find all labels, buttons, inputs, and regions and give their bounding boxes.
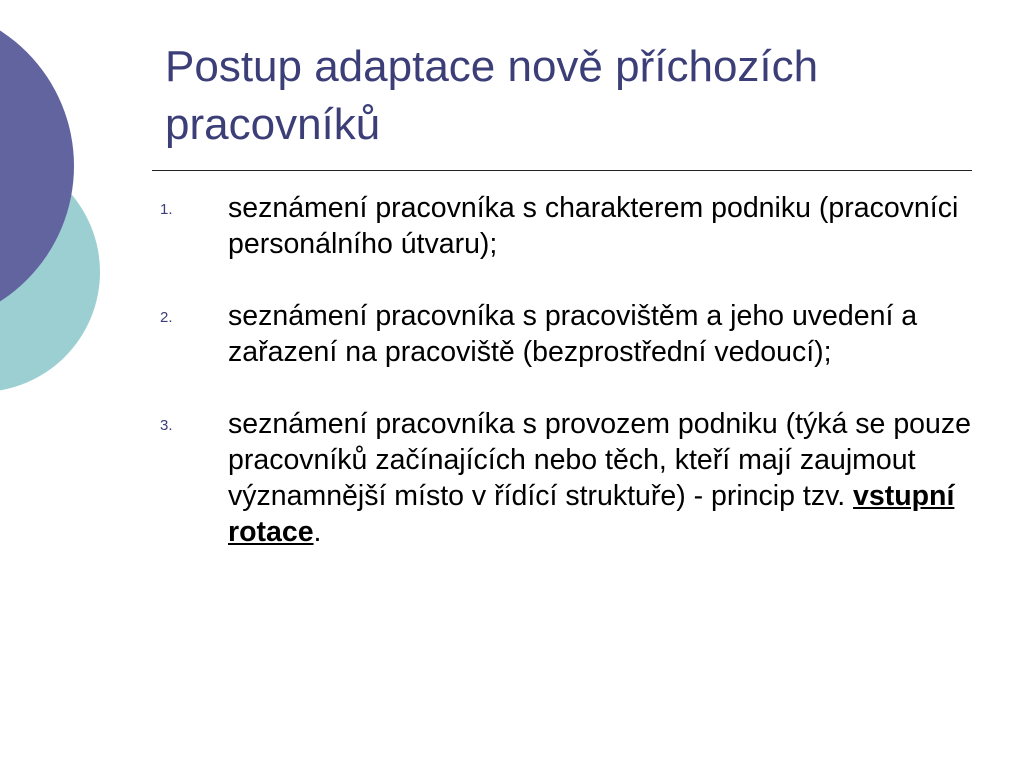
list-item-text xyxy=(228,406,987,550)
list-number: 1. xyxy=(160,201,173,218)
list-item xyxy=(157,298,987,370)
list-number: 2. xyxy=(160,309,173,326)
numbered-list xyxy=(157,190,987,550)
list-number: 3. xyxy=(160,417,173,434)
list-item-text-start: seznámení pracovníka s provozem podniku (týká se pouze pracovníků začínajících nebo těch, kteří mají zaujmout významnější místo v řídící struktuře) - princip tzv. xyxy=(228,408,971,512)
list-item-text: seznámení pracovníka s pracovištěm a jeho uvedení a zařazení na pracoviště (bezprostřední vedoucí); xyxy=(228,300,918,368)
emphasized-term: vstupní rotace xyxy=(228,480,955,548)
slide-title: Postup adaptace nově příchozích pracovníků xyxy=(165,42,819,149)
list-item-text-end: . xyxy=(313,516,322,548)
list-item xyxy=(157,406,987,550)
list-item xyxy=(157,190,987,262)
list-item-text: seznámení pracovníka s charakterem podniku (pracovníci personálního útvaru); xyxy=(228,192,959,260)
title-divider xyxy=(152,170,972,171)
